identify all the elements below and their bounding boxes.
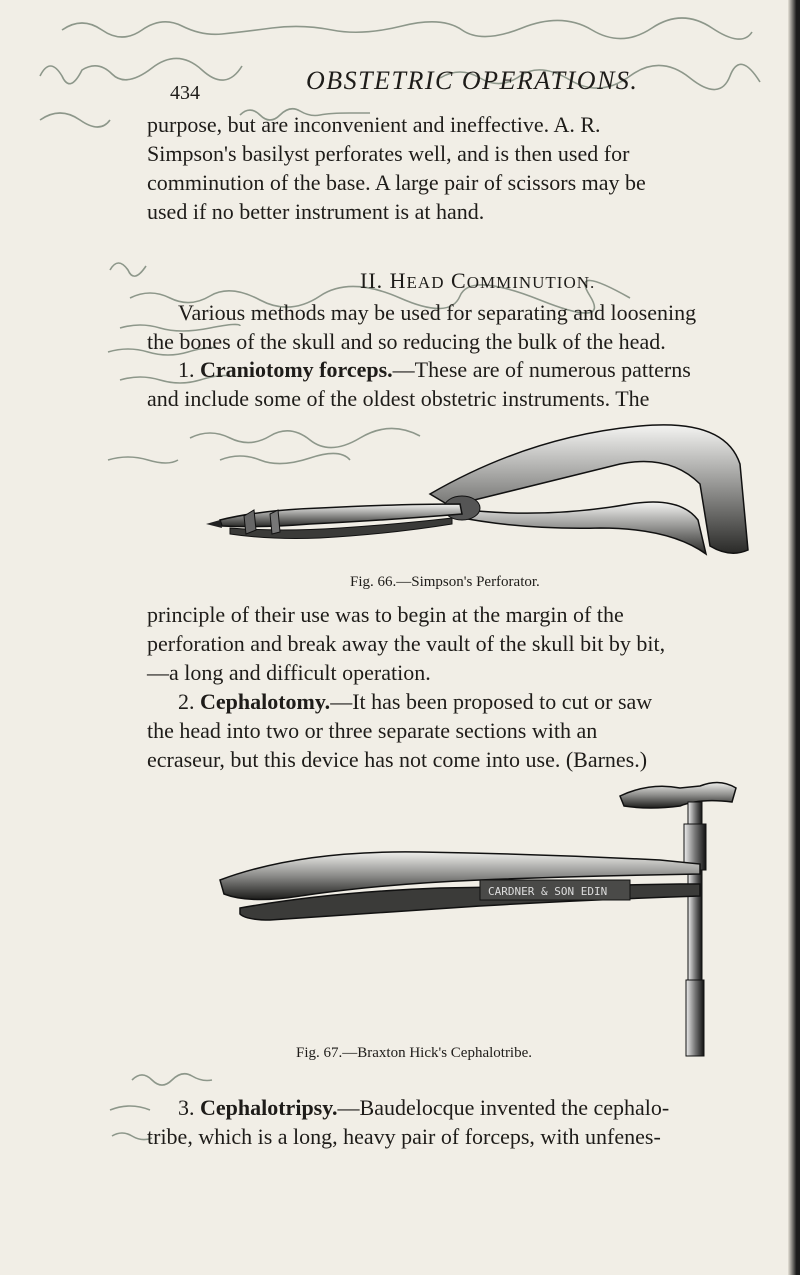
- para1-line4: used if no better instrument is at hand.: [147, 199, 485, 224]
- item2-line2: the head into two or three separate sections with an: [147, 718, 598, 743]
- item2-line1: 2. Cephalotomy.—It has been proposed to cut or saw: [178, 689, 653, 714]
- section-heading: II. HEAD COMMINUTION.: [360, 268, 596, 293]
- item3-term: Cephalotripsy.: [200, 1095, 338, 1120]
- item3-line2: tribe, which is a long, heavy pair of forceps, with unfenes-: [147, 1124, 661, 1149]
- para1-line3: comminution of the base. A large pair of scissors may be: [147, 170, 646, 195]
- page-number: 434: [170, 82, 200, 104]
- item3-line1: 3. Cephalotripsy.—Baudelocque invented the cephalo-: [178, 1095, 670, 1120]
- figure-67-engraving: CARDNER & SON EDIN: [488, 885, 608, 898]
- running-header: OBSTETRIC OPERATIONS.: [306, 66, 639, 95]
- figure-66-perforator: [200, 424, 750, 574]
- item1-line1: 1. Craniotomy forceps.—These are of numerous patterns: [178, 357, 691, 382]
- para3-line3: —a long and difficult operation.: [147, 660, 431, 685]
- item1-term: Craniotomy forceps.: [200, 357, 393, 382]
- item1-line2: and include some of the oldest obstetric instruments. The: [147, 386, 650, 411]
- item2-line3: ecraseur, but this device has not come into use. (Barnes.): [147, 747, 648, 772]
- para1-line1: purpose, but are inconvenient and ineffective. A. R.: [147, 112, 601, 137]
- para3-line1: principle of their use was to begin at the margin of the: [147, 602, 624, 627]
- para2-line1: Various methods may be used for separating and loosening: [178, 300, 697, 325]
- para1-line2: Simpson's basilyst perforates well, and is then used for: [147, 141, 630, 166]
- item2-term: Cephalotomy.: [200, 689, 331, 714]
- page-edge-shadow: [788, 0, 800, 1275]
- para3-line2: perforation and break away the vault of the skull bit by bit,: [147, 631, 666, 656]
- figure-67-cephalotribe: [180, 780, 760, 1070]
- para2-line2: the bones of the skull and so reducing the bulk of the head.: [147, 329, 666, 354]
- figure-67-caption: Fig. 67.—Braxton Hick's Cephalotribe.: [296, 1045, 533, 1061]
- figure-66-caption: Fig. 66.—Simpson's Perforator.: [350, 574, 540, 590]
